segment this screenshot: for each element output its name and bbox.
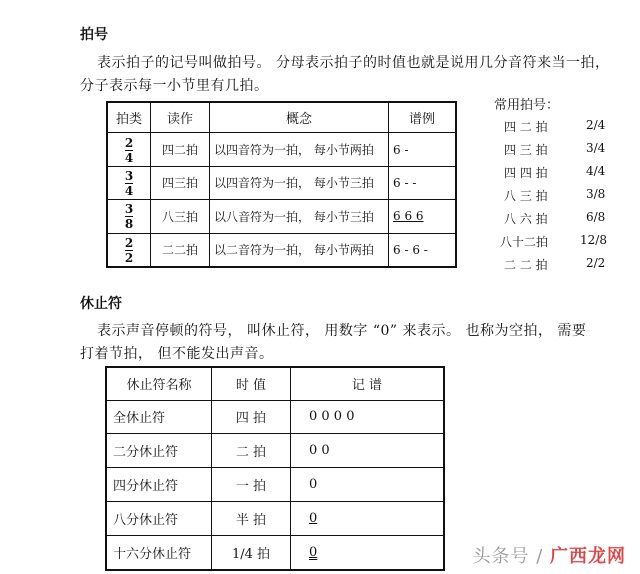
rest-intro-line2: 打着节拍， 但不能发出声音。 xyxy=(80,346,274,362)
rest-table xyxy=(105,366,445,571)
rest-notation-cell: 0 0 xyxy=(291,434,445,468)
rest-value-cell: 半 拍 xyxy=(212,501,291,535)
table-row xyxy=(106,434,444,468)
denominator: 4 xyxy=(124,183,134,198)
time-signature xyxy=(107,200,151,233)
rest-intro-line1: 表示声音停顿的符号， 叫休止符， 用数字 “0” 来表示。 也称为空拍， 需要 xyxy=(97,323,587,339)
rest-name-cell: 十六分休止符 xyxy=(106,535,212,570)
header-cell: 概念 xyxy=(210,102,389,133)
rest-notation-cell xyxy=(291,501,445,535)
meter-intro-line2: 分子表示每一小节里有几拍。 xyxy=(80,78,269,94)
meter-name: 八 三 拍 xyxy=(504,189,548,203)
rest-value-cell: 一 拍 xyxy=(212,468,291,502)
reading-cell: 四三拍 xyxy=(151,166,210,199)
concept-cell: 以四音符为一拍， 每小节三拍 xyxy=(210,166,389,199)
watermark-prefix: 头条号 / xyxy=(472,546,544,567)
time-signature xyxy=(107,166,151,199)
reading-cell: 八三拍 xyxy=(151,200,210,233)
meter-value: 2/4 xyxy=(586,118,606,132)
rest-name-cell: 全休止符 xyxy=(106,400,212,434)
example-cell: 6 - xyxy=(389,133,457,166)
rest-name-cell: 四分休止符 xyxy=(106,468,212,502)
meter-table xyxy=(106,101,457,268)
numerator: 2 xyxy=(124,135,134,150)
concept-cell: 以二音符为一拍， 每小节两拍 xyxy=(210,233,389,267)
rest-name-cell: 八分休止符 xyxy=(106,501,212,535)
reading-cell: 四二拍 xyxy=(151,133,210,166)
rest-notation-cell xyxy=(291,535,445,570)
numerator: 3 xyxy=(124,202,134,217)
example-cell: 6 - 6 - xyxy=(389,233,457,267)
common-meters-title: 常用拍号： xyxy=(494,98,560,113)
example-cell xyxy=(389,200,457,233)
rest-value-cell: 二 拍 xyxy=(212,434,291,468)
meter-value: 12/8 xyxy=(580,233,607,247)
meter-value: 2/2 xyxy=(586,256,606,270)
table-row xyxy=(107,200,456,233)
meter-name: 四 二 拍 xyxy=(504,120,548,134)
header-cell: 时 值 xyxy=(212,367,291,400)
meter-name: 八 六 拍 xyxy=(504,212,548,226)
header-cell: 谱例 xyxy=(389,102,457,133)
meter-heading: 拍号 xyxy=(80,27,108,43)
rest-notation-cell: 0 xyxy=(291,468,445,502)
meter-value: 4/4 xyxy=(586,164,606,178)
rest-notation: 0 xyxy=(309,510,318,526)
example-notation: 6 6 6 xyxy=(393,209,424,224)
meter-name: 四 四 拍 xyxy=(504,166,548,180)
meter-value: 6/8 xyxy=(586,210,606,224)
reading-cell: 二二拍 xyxy=(151,233,210,267)
numerator: 3 xyxy=(124,168,134,183)
rest-notation: 0 xyxy=(309,544,318,560)
time-signature xyxy=(107,133,151,166)
table-row xyxy=(106,501,444,535)
denominator: 8 xyxy=(124,217,134,232)
table-row xyxy=(106,468,444,502)
rest-name-cell: 二分休止符 xyxy=(106,434,212,468)
numerator: 2 xyxy=(124,235,134,250)
header-cell: 记 谱 xyxy=(291,367,445,400)
table-row xyxy=(107,133,456,166)
header-cell: 读作 xyxy=(151,102,210,133)
table-row xyxy=(107,166,456,199)
denominator: 2 xyxy=(124,250,134,265)
table-row xyxy=(107,233,456,267)
watermark xyxy=(472,542,626,568)
concept-cell: 以四音符为一拍， 每小节两拍 xyxy=(210,133,389,166)
rest-table-header xyxy=(106,367,444,400)
watermark-brand: 广西龙网 xyxy=(550,546,626,567)
time-signature xyxy=(107,233,151,267)
rest-value-cell: 1/4 拍 xyxy=(212,535,291,570)
rest-value-cell: 四 拍 xyxy=(212,400,291,434)
meter-name: 二 二 拍 xyxy=(504,258,548,272)
meter-table-header xyxy=(107,102,456,133)
table-row xyxy=(106,400,444,434)
meter-value: 3/8 xyxy=(586,187,606,201)
meter-value: 3/4 xyxy=(586,141,606,155)
meter-intro-line1: 表示拍子的记号叫做拍号。 分母表示拍子的时值也就是说用几分音符来当一拍， xyxy=(97,55,610,71)
example-cell: 6 - - xyxy=(389,166,457,199)
concept-cell: 以八音符为一拍， 每小节三拍 xyxy=(210,200,389,233)
meter-name: 八十二拍 xyxy=(500,235,549,249)
rest-heading: 休止符 xyxy=(80,296,122,312)
header-cell: 休止符名称 xyxy=(106,367,212,400)
denominator: 4 xyxy=(124,150,134,165)
table-row xyxy=(106,535,444,570)
rest-notation-cell: 0 0 0 0 xyxy=(291,400,445,434)
meter-name: 四 三 拍 xyxy=(504,143,548,157)
header-cell: 拍类 xyxy=(107,102,151,133)
